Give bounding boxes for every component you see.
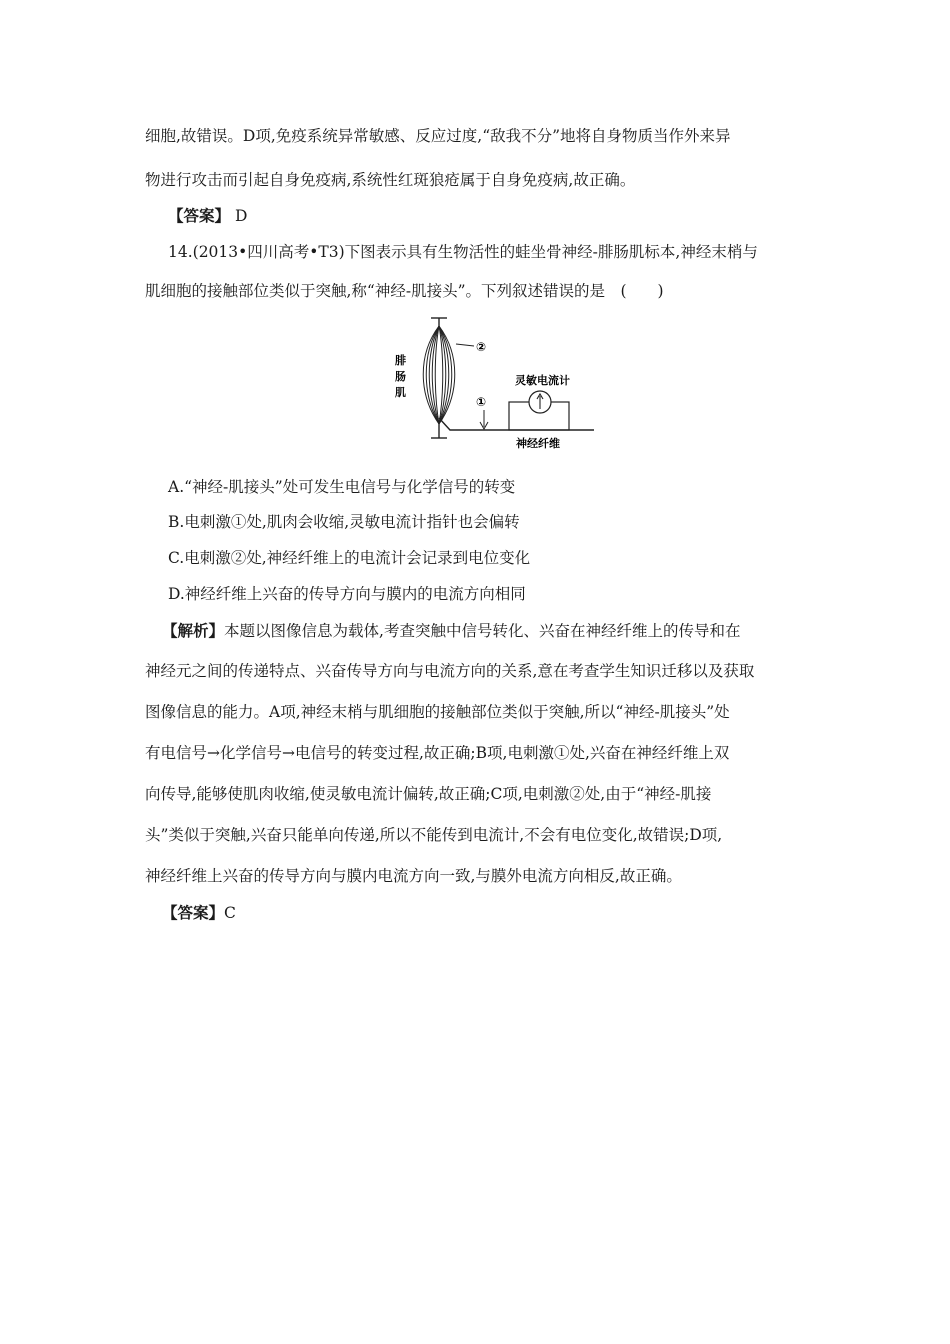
option-d: D.神经纤维上兴奋的传导方向与膜内的电流方向相同 — [168, 585, 526, 603]
analysis-line-2: 神经元之间的传递特点、兴奋传导方向与电流方向的关系,意在考查学生知识迁移以及获取 — [145, 662, 755, 680]
prev-answer-tag: 【答案】 — [168, 207, 231, 225]
marker-2: ② — [476, 340, 487, 354]
option-b: B.电刺激①处,肌肉会收缩,灵敏电流计指针也会偏转 — [168, 513, 520, 531]
nerve-fiber-label: 神经纤维 — [516, 437, 560, 450]
analysis-line-6: 头”类似于突触,兴奋只能单向传递,所以不能传到电流计,不会有电位变化,故错误;D项, — [145, 826, 723, 844]
diagram-svg — [388, 314, 608, 454]
analysis-tag: 【解析】 — [162, 622, 225, 640]
question-stem-line-2: 肌细胞的接触部位类似于突触,称“神经-肌接头”。下列叙述错误的是 ( ) — [145, 282, 664, 300]
muscle-label-char-3: 肌 — [395, 386, 406, 399]
final-answer — [162, 903, 842, 923]
nerve-muscle-diagram — [388, 314, 608, 454]
analysis-text-1: 本题以图像信息为载体,考查突触中信号转化、兴奋在神经纤维上的传导和在 — [224, 622, 741, 640]
marker-2-leader — [456, 344, 474, 346]
muscle-label-char-2: 肠 — [395, 370, 406, 383]
prev-explanation-line-1: 细胞,故错误。D项,免疫系统异常敏感、反应过度,“敌我不分”地将自身物质当作外来异 — [145, 127, 731, 145]
meter-label: 灵敏电流计 — [515, 374, 570, 387]
prev-answer — [168, 206, 848, 226]
option-c: C.电刺激②处,神经纤维上的电流计会记录到电位变化 — [168, 549, 531, 567]
analysis-line-3: 图像信息的能力。A项,神经末梢与肌细胞的接触部位类似于突触,所以“神经-肌接头”处 — [145, 703, 730, 721]
option-a: A.“神经-肌接头”处可发生电信号与化学信号的转变 — [168, 478, 516, 496]
final-answer-tag: 【答案】 — [162, 904, 225, 922]
muscle-fibers — [423, 326, 455, 424]
analysis-line-5: 向传导,能够使肌肉收缩,使灵敏电流计偏转,故正确;C项,电刺激②处,由于“神经-肌接 — [145, 785, 712, 803]
prev-explanation-line-2: 物进行攻击而引起自身免疫病,系统性红斑狼疮属于自身免疫病,故正确。 — [145, 171, 636, 189]
analysis-line-4: 有电信号→化学信号→电信号的转变过程,故正确;B项,电刺激①处,兴奋在神经纤维上双 — [145, 744, 730, 762]
final-answer-value: C — [224, 904, 236, 922]
muscle-label-char-1: 腓 — [395, 354, 406, 367]
analysis-line-1 — [162, 621, 842, 641]
prev-answer-value: D — [234, 207, 248, 225]
question-stem-line-1: 14.(2013•四川高考•T3)下图表示具有生物活性的蛙坐骨神经-腓肠肌标本,神经末梢与 — [168, 243, 758, 261]
analysis-line-7: 神经纤维上兴奋的传导方向与膜内电流方向一致,与膜外电流方向相反,故正确。 — [145, 867, 682, 885]
nerve-fiber — [439, 418, 594, 430]
marker-1: ① — [476, 395, 487, 409]
